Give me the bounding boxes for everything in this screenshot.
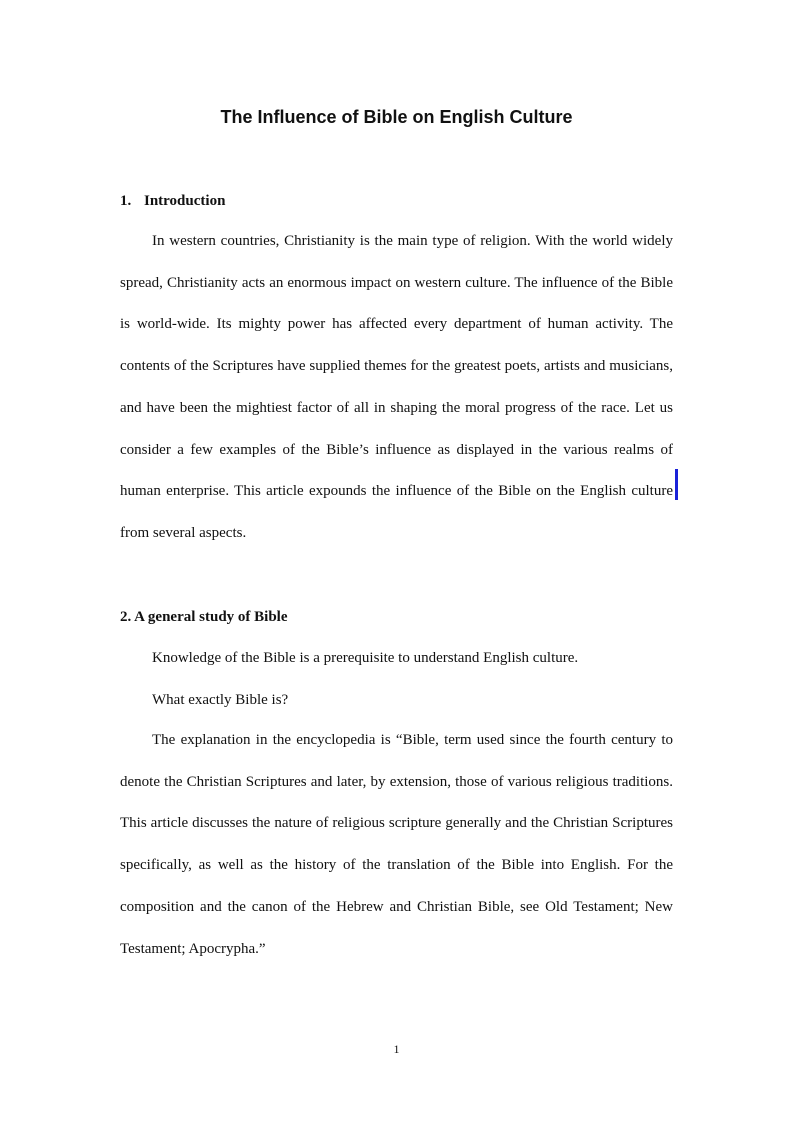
document-title: The Influence of Bible on English Culture	[220, 107, 573, 127]
section-number: 1.	[120, 193, 132, 209]
encyclopedia-paragraph: The explanation in the encyclopedia is “Bible, term used since the fourth century to denote the Christian Scriptures and later, by extension, those of various religious traditions. This article discusses the nature of religious scripture generally and the Christian Scriptures specifically, as well as the history of the translation of the Bible into English. For the composition and the canon of the Hebrew and Christian Bible, see Old Testament; New Testament; Apocrypha.”	[120, 732, 673, 957]
section-heading-introduction	[120, 191, 225, 211]
question-line: What exactly Bible is?	[152, 692, 289, 708]
introduction-paragraph: In western countries, Christianity is the main type of religion. With the world widely spread, Christianity acts an enormous impact on western culture. The influence of the Bible is world-wide. Its mighty power has affected every department of human activity. The contents of the Scriptures have supplied themes for the greatest poets, artists and musicians, and have been the mightiest factor of all in shaping the moral progress of the race. Let us consider a few examples of the Bible’s influence as displayed in the various realms of human enterprise. This article expounds the influence of the Bible on the English culture from several aspects.	[120, 233, 673, 541]
text-cursor-marker	[675, 469, 678, 500]
page-number: 1	[393, 1042, 400, 1056]
prerequisite-line: Knowledge of the Bible is a prerequisite to understand English culture.	[152, 650, 579, 666]
section-heading-general-study: 2. A general study of Bible	[120, 609, 288, 625]
section-title: Introduction	[144, 193, 226, 209]
